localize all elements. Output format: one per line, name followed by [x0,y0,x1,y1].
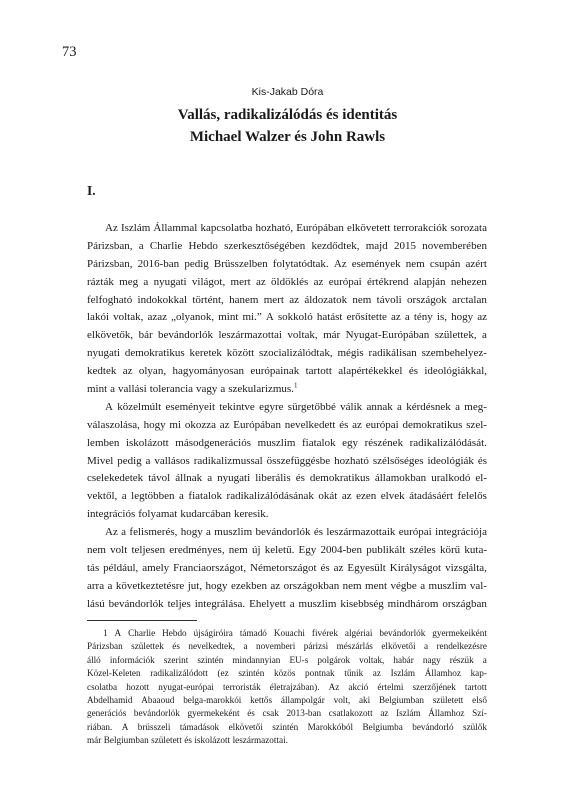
body-line: Az Iszlám Állammal kapcsolatba hozható, Európában elkövetett terrorakciók sorozata [105,222,487,234]
body-line: lású bevándorlók teljes integrálása. Ehelyett a muszlim kisebbség mindhárom országban [87,597,487,610]
footnote-line: Abdelhamid Abaaoud belga-marokkói kettős állampolgár volt, aki Belgiumban született első [87,694,487,705]
body-text [87,220,487,614]
body-line: arra a következtetésre jut, hogy ezekben az országokban nem ment végbe a muszlim val- [87,579,487,592]
footnote-line: már Belgiumban született és iskolázott leszármazottai. [87,735,288,746]
body-line: A közelmúlt eseményeit tekintve egyre sürgetőbbé válik annak a kérdésnek a meg- [105,400,487,413]
body-line: elkövetők, bár bevándorlók leszármazottai voltak, már Nyugat-Európában születtek, a [87,329,487,342]
footnote-marker: 1 [293,381,298,390]
section-heading: I. [87,183,96,198]
body-line: válaszolása, hogy mi okozza az Európában nevelkedett és az európai demokratikus szel- [87,418,487,431]
body-line: nyugati demokratikus keretek között szocializálódtak, mégis radikálisan szembehelyez- [87,347,487,360]
body-line: felfogható indokokkal történt, hanem mert az áldozatok nem távoli országok arctalan [87,293,487,306]
footnote-rule [87,620,197,621]
body-line: rázták meg a nyugati világot, mert az öldöklés az európai értékrend alapján nehezen [87,275,487,288]
body-line: mint a vallási tolerancia vagy a szekularizmus.$^1$ [87,381,298,396]
page-number: 73 [62,44,77,60]
footnote-line: Párizsban születtek és nevelkedtek, a novemberi párizsi mészárlás elkövetői a rendelkezésre [87,641,487,652]
footnote-line: Közel-Keleten radikalizálódott (ez szintén közös pontnak tűnik az Iszlám Államhoz kap- [87,668,487,679]
footnote-line: 1 A Charlie Hebdo újságíróira támadó Kouachi fivérek algériai bevándorlók gyermekeiként [103,628,487,638]
title-line-2: Michael Walzer és John Rawls [189,129,386,145]
footnotes [87,627,487,748]
footnote-line: álló információk szerint szintén mindannyian EU-s polgárok voltak, habár nagy részük a [87,654,487,665]
title-line-1: Vallás, radikalizálódás és identitás [177,107,398,123]
body-line: nem volt teljesen eredményes, nem új keletű. Egy 2004-ben publikált széles körű kuta- [87,544,487,557]
body-line: Párizsban, a Charlie Hebdo szerkesztőségében kezdődtek, majd 2015 novemberében [87,239,487,252]
body-line: lakói voltak, azaz „olyanok, mint mi.” A sokkoló hatást erősítette az a tény is, hogy az [87,311,487,324]
body-line: cselekedetek távol állnak a nyugati liberális és demokratikus államokban uralkodó el- [87,472,487,485]
body-line: kedtek az olyan, hagyományosan európainak tartott alapértékekkel és ideológiákkal, [87,365,487,378]
footnote-line: riában. A brüsszeli támadások elkövetői szintén Marokkóból Belgiumba bevándorló szülők [87,721,487,732]
body-line: tás például, amely Franciaországot, Németországot és az Egyesült Királyságot vizsgálta, [87,561,487,574]
body-line: lemben iskolázott másodgenerációs muszlim fiatalok egy részének radikalizálódását. [87,436,487,449]
footnote-line: generációs bevándorlók gyermekeként és csak 2013-ban csatlakozott az Iszlám Államhoz Szí- [87,708,487,719]
footnote-line: csolatba hozott nyugat-európai terroristák életrajzában). Az akció értelmi szerzőjének tartott [87,681,487,692]
body-line: Mivel pedig a vallásos radikalizmussal összefüggésbe hozható szélsőséges ideológiák és [87,454,487,467]
author-name: Kis-Jakab Dóra [251,86,324,98]
body-line: vektől, a legtöbben a fiatalok radikalizálódásának okát az ezen elvek átadásáért felelős [87,490,487,503]
body-line: Az a felismerés, hogy a muszlim bevándorlók és leszármazottaik európai integrációja [105,526,487,539]
body-line: integrációs folyamat kudarcában keresik. [87,508,269,521]
body-line: Párizsban, 2016-ban pedig Brüsszelben folytatódtak. Az események nem csupán azért [87,257,487,270]
